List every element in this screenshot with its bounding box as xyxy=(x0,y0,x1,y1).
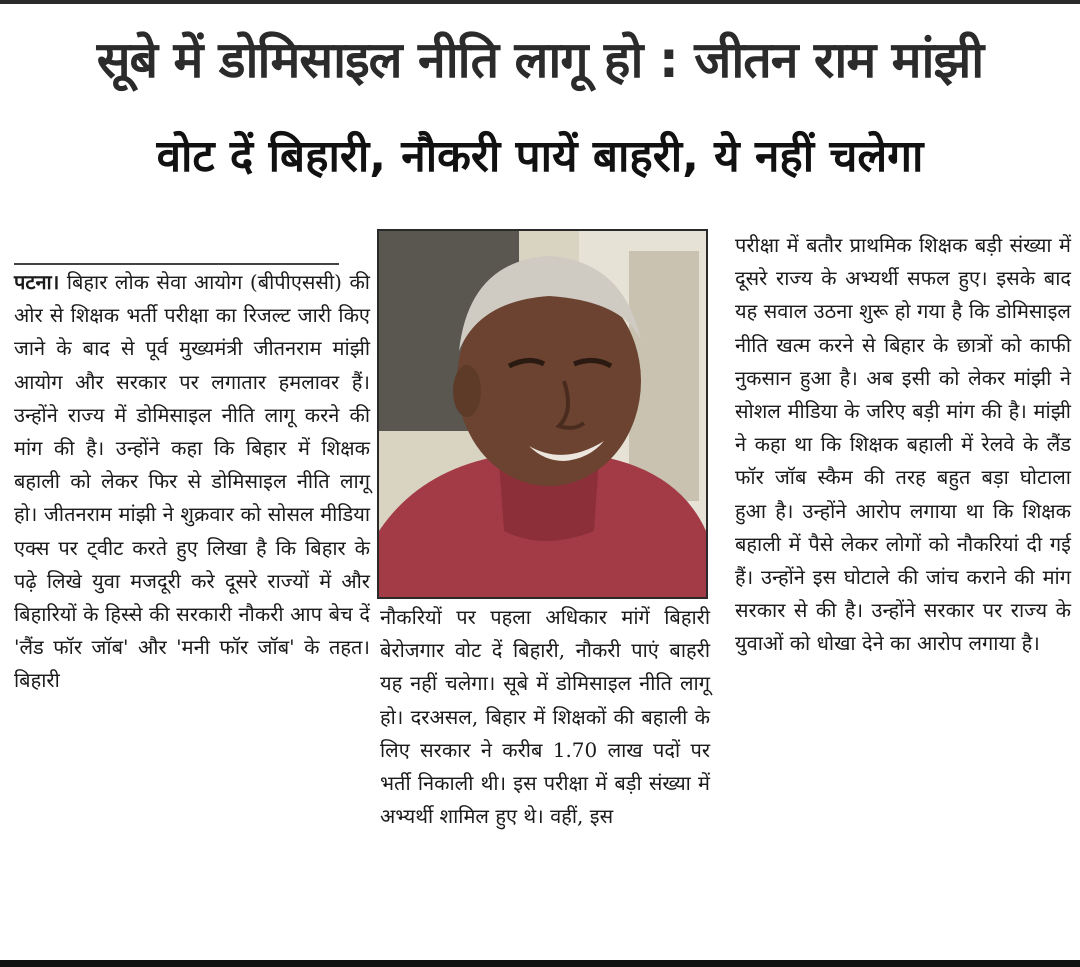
bottom-border xyxy=(0,960,1080,967)
subheadline: वोट दें बिहारी, नौकरी पायें बाहरी, ये नहीं चलेगा xyxy=(156,131,924,182)
headline: सूबे में डोमिसाइल नीति लागू हो : जीतन राम मांझी xyxy=(96,31,984,89)
article-column-left xyxy=(14,266,370,698)
portrait-photo xyxy=(377,229,708,599)
dateline: पटना। xyxy=(14,270,60,294)
portrait-illustration xyxy=(379,231,706,597)
column-rule xyxy=(14,263,339,265)
top-border xyxy=(0,0,1080,4)
body-text-left: बिहार लोक सेवा आयोग (बीपीएससी) की ओर से शिक्षक भर्ती परीक्षा का रिजल्ट जारी किए जाने के बाद से पूर्व मुख्यमंत्री जीतनराम मांझी आयोग और सरकार पर लगातार हमलावर हैं। उन्होंने राज्य में डोमिसाइल नीति लागू करने की मांग की है। उन्होंने कहा कि बिहार में शिक्षक बहाली को लेकर फिर से डोमिसाइल नीति लागू हो। जीतनराम मांझी ने शुक्रवार को सोसल मीडिया एक्स पर ट्वीट करते हुए लिखा है कि बिहार के पढ़े लिखे युवा मजदूरी करे दूसरे राज्यों में और बिहारियों के हिस्से की सरकारी नौकरी आप बेच दें 'लैंड फॉर जॉब' और 'मनी फॉर जॉब' के तहत। बिहारी xyxy=(14,270,370,693)
article-column-right: परीक्षा में बतौर प्राथमिक शिक्षक बड़ी संख्या में दूसरे राज्य के अभ्यर्थी सफल हुए। इसके बाद यह सवाल उठना शुरू हो गया है कि डोमिसाइल नीति खत्म करने से बिहार के छात्रों को काफी नुकसान हुआ है। अब इसी को लेकर मांझी ने सोशल मीडिया के जरिए बड़ी मांग की है। मांझी ने कहा था कि शिक्षक बहाली में रेलवे के लैंड फॉर जॉब स्कैम की तरह बहुत बड़ा घोटाला हुआ है। उन्होंने आरोप लगाया था कि शिक्षक बहाली में पैसे लेकर लोगों को नौकरियां दी गई हैं। उन्होंने इस घोटाले की जांच कराने की मांग सरकार से की है। उन्होंने सरकार पर राज्य के युवाओं को धोखा देने का आरोप लगाया है। xyxy=(735,233,1071,656)
article-column-middle: नौकरियों पर पहला अधिकार मांगें बिहारी बेरोजगार वोट दें बिहारी, नौकरी पाएं बाहरी यह नहीं चलेगा। सूबे में डोमिसाइल नीति लागू हो। दरअसल, बिहार में शिक्षकों की बहाली के लिए सरकार ने करीब 1.70 लाख पदों पर भर्ती निकाली थी। इस परीक्षा में बड़ी संख्या में अभ्यर्थी शामिल हुए थे। वहीं, इस xyxy=(380,605,710,829)
